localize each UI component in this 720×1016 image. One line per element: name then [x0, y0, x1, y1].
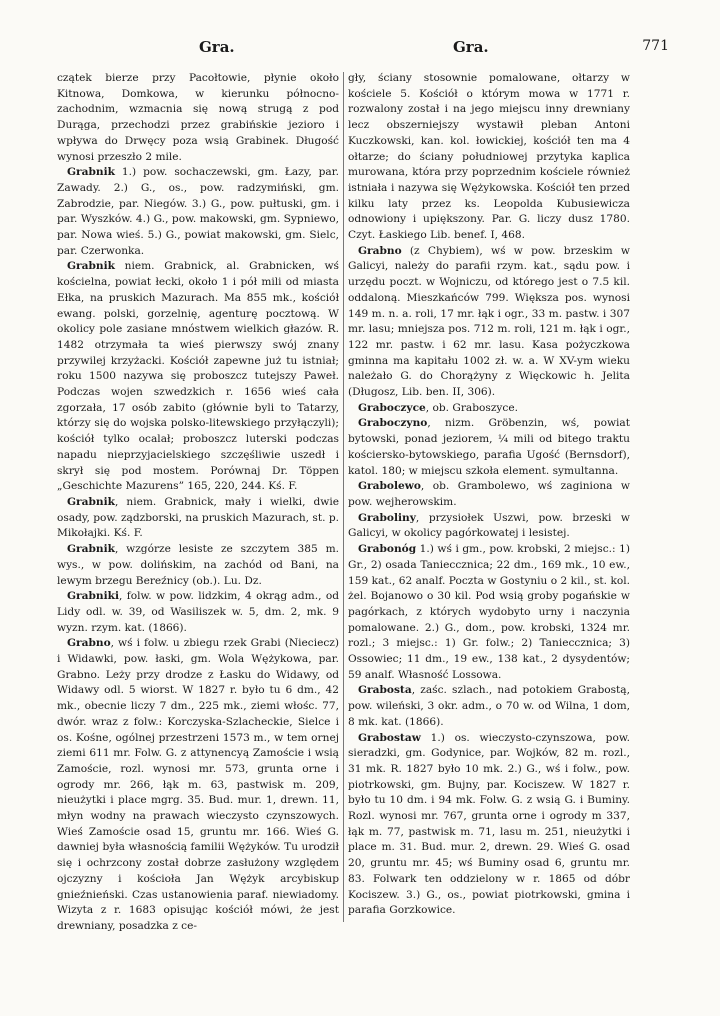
- dictionary-entry: [57, 495, 339, 542]
- entry-headword: Grabno: [67, 637, 111, 650]
- entry-headword: Grabostaw: [358, 731, 421, 744]
- column-divider: [343, 72, 344, 922]
- left-running-head: Gra.: [199, 38, 235, 56]
- entry-headword: Grabnik: [67, 543, 115, 556]
- right-column: [348, 71, 630, 996]
- dictionary-entry: [348, 416, 630, 479]
- entry-text: 1.) os. wieczysto-czynszowa, pow. sieradzki, gm. Godynice, par. Wojków, 82 m. rozl., 31 mk. R. 1827 było 10 mk. 2.) G., wś i folw., pow. piotrkowski, gm. Bujny, par. Kociszew. W 1827 r. było tu 10 dm. i 94 mk. Folw. G. z wsią G. i Buminy. Rozl. wynosi mr. 767, grunta orne i ogrody m 337, łąk m. 77, pastwisk m. 71, lasu m. 251, nieużytki i place m. 31. Bud. mur. 2, drewn. 29. Wieś G. osad 20, gruntu mr. 45; wś Buminy osad 6, gruntu mr. 83. Folwark ten oddzielony w r. 1865 od dóbr Kociszew. 3.) G., os., powiat piotrkowski, gmina i parafia Gorzkowice.: [348, 731, 630, 917]
- entry-headword: Grabnik: [67, 260, 115, 273]
- page-number: 771: [642, 38, 669, 54]
- dictionary-entry: [348, 683, 630, 730]
- dictionary-entry: [57, 259, 339, 495]
- dictionary-entry: [348, 731, 630, 919]
- entry-text: niem. Grabnick, al. Grabnicken, wś kościelna, powiat łecki, około 1 i pół mili od miasta Ełka, na pruskich Mazurach. Ma 855 mk., kościół ewang. polski, gorzelnię, agenturę pocztową. W okolicy pole zasiane mnóstwem wielkich głazów. R. 1482 otrzymała ta wieś pierwszy swój znany przywilej krzyżacki. Kościół zapewne już tu istniał; roku 1500 nazywa się proboszcz tutejszy Paweł. Podczas wojen szwedzkich r. 1656 wieś cała zgorzała, 17 osób zabito (główniе byli to Tatarzy, którzy się do wojska polsko-litewskiego przyłączyli); kościół tylko ocalał; proboszcz luterski podczas napadu nieprzyjacielskiego szczęśliwie uszedł i skrył się pod mostem. Porównaj Dr. Töppen „Geschichte Mazurens” 165, 220, 244. Kś. F.: [57, 260, 339, 493]
- entry-headword: Grabonóg: [358, 543, 417, 556]
- entry-text: , folw. w pow. lidzkim, 4 okrąg adm., od Lidy odl. w. 39, od Wasiliszek w. 5, dm. 2, mk. 9 wyzn. rzym. kat. (1866).: [57, 590, 339, 634]
- dictionary-entry: [348, 401, 630, 417]
- entry-headword: Grabоliny: [358, 511, 416, 524]
- entry-text: , niem. Grabnick, mały i wielki, dwie osady, pow. ządzborski, na pruskich Mazurach, st. p. Mikołajki. Kś. F.: [57, 495, 339, 540]
- entry-headword: Grabniki: [67, 590, 119, 603]
- dictionary-entry: [348, 71, 630, 244]
- dictionary-entry: [348, 244, 630, 401]
- entry-text: 1.) wś i gm., pow. krobski, 2 miejsc.: 1) Gr., 2) osada Tanieccznica; 22 dm., 169 mk., 10 ew., 159 kat., 62 analf. Poczta w Gostyniu o 2 kil., st. kol. żel. Bojanowo o 30 kil. Pod wsią groby pogańskie w pagórkach, z których wydobyto urny i naczynia pomalowane. 2.) G., dom., pow. krobski, 1324 mr. rozl.; 3 miejsc.: 1) Gr. folw.; 2) Tanieccznica; 3) Ossowiec; 11 dm., 19 ew., 138 kat., 2 dysydentów; 59 analf. Własność Lossowa.: [348, 543, 630, 681]
- entry-text: , wś i folw. u zbiegu rzek Grabi (Nieciecz) i Widawki, pow. łaski, gm. Wola Wężykowa, par. Grabno. Leży przy drodze z Łasku do Widawy, od Widawy odl. 5 wiorst. W 1827 r. było tu 6 dm., 42 mk., obecnie liczy 7 dm., 225 mk., ziemi włośc. 77, dwór. wraz z folw.: Korczyska-Szlacheckie, Sielce i os. Kośne, ogólnej przestrzeni 1573 m., w tem ornej ziemi 611 mr. Folw. G. z attynencyą Zamoście i wsią Zamoście, rozl. wynosi mr. 573, grunta orne i ogrody mr. 266, łąk m. 63, pastwisk m. 209, nieużytki i place mgrg. 35. Bud. mur. 1, drewn. 11, młyn wodny na prawach wieczysto czynszowych. Wieś Zamoście osad 15, gruntu mr. 166. Wieś G. dawniej była własnością familii Wężyków. Tu urodził się i ochrzcony został dobrze zasłużony względem ojczyzny i kościoła Jan Wężyk arcybiskup gnieźnieński. Czas ustanowienia paraf. niewiadomy. Wizyta z r. 1683 opisując kościół mówi, że jest drewniany, posadzka z ce-: [57, 637, 339, 932]
- dictionary-entry: [57, 636, 339, 934]
- entry-headword: Graboczyno: [358, 417, 428, 430]
- page-header: [0, 38, 720, 60]
- entry-text: , nizm. Gröbenzin, wś, powiat bytowski, ponad jeziorem, ¼ mili od bitego traktu kościersko-bytowskiego, parafia Ugość (Bernsdorf), katol. 180; w miejscu szkoła element. symultanna.: [348, 417, 630, 477]
- left-column: [57, 71, 339, 996]
- entry-text: , zaśc. szlach., nad potokiem Grabostą, pow. wileński, 3 okr. adm., o 70 w. od Wilna, 1 dom, 8 mk. kat. (1866).: [348, 684, 630, 728]
- dictionary-entry: [57, 589, 339, 636]
- entry-headword: Grabolewo: [358, 480, 421, 493]
- entry-headword: Grabno: [358, 244, 402, 257]
- entry-headword: Grabosta: [358, 684, 412, 697]
- right-running-head: Gra.: [453, 38, 489, 56]
- entry-text: gły, ściany stosownie pomalowane, ołtarzy w kościele 5. Kościół o którym mowa w 1771 r. rozwalony został i na jego miejscu inny drewniany lecz obszerniejszy wystawił pleban Antoni Kuczkowski, kan. kol. łowickiej, kościół ten ma 4 ołtarze; do ściany południowej przytyka kaplica murowana, która przy poprzednim kościele również istniała i nazywa się Wężykowska. Kościół ten przed kilku laty przez ks. Leopolda Kubusiewicza odnowiony i upiększony. Par. G. liczy dusz 1780. Czyt. Łaskiego Lib. benef. I, 468.: [348, 72, 630, 242]
- entry-text: , wzgórze lesiste ze szczytem 385 m. wys., w pow. dolińskim, na zachód od Bani, na lewym brzegu Bereźnicy (ob.). Lu. Dz.: [57, 543, 339, 587]
- entry-headword: Grabnik: [67, 166, 115, 179]
- entry-text: (z Chybiem), wś w pow. brzeskim w Galicyi, należy do parafii rzym. kat., sądu pow. i urzędu poczt. w Wojniczu, od którego jest o 7.5 kil. oddaloną. Mieszkańców 799. Większa pos. wynosi 149 m. n. a. roli, 17 mr. łąk i ogr., 33 m. pastw. i 307 mr. lasu; mniejsza pos. 712 m. roli, 121 m. łąk i ogr., 122 mr. pastw. i 62 mr. lasu. Kasa pożyczkowa gminna ma kapitału 1002 zł. w. a. W XV-ym wieku należało G. do Chorążyny z Więckowic h. Jelita (Długosz, Lib. ben. II, 306).: [348, 244, 630, 399]
- entry-text: , ob. Grambolewo, wś zaginiona w pow. wejherowskim.: [348, 480, 630, 508]
- dictionary-entry: [348, 542, 630, 683]
- entry-text: czątek bierze przy Pacołtowie, płynie około Kitnowa, Domkowa, w kierunku północno-zachodnim, wzmacnia się nową strugą z pod Durąga, przechodzi przez grabińskie jezioro i wpływa do Drwęcy poza wsią Grabinek. Długość wynosi przeszło 2 mile.: [57, 72, 339, 163]
- entry-headword: Graboczyce: [358, 401, 426, 414]
- dictionary-entry: [348, 511, 630, 542]
- dictionary-entry: [57, 542, 339, 589]
- dictionary-entry: [57, 71, 339, 165]
- dictionary-entry: [348, 479, 630, 510]
- dictionary-entry: [57, 165, 339, 259]
- entry-headword: Grabnik: [67, 495, 115, 508]
- entry-text: , ob. Graboszyce.: [425, 401, 518, 414]
- entry-text: 1.) pow. sochaczewski, gm. Łazy, par. Zawady. 2.) G., os., pow. radzymiński, gm. Zabrodzie, par. Niegów. 3.) G., pow. pułtuski, gm. i par. Wyszków. 4.) G., pow. makowski, gm. Sypniewo, par. Nowa wieś. 5.) G., powiat makowski, gm. Sielc, par. Czerwonka.: [57, 166, 339, 257]
- entry-text: , przysiołek Uszwi, pow. brzeski w Galicyi, w okolicy pagórkowatej i lesistej.: [348, 511, 630, 540]
